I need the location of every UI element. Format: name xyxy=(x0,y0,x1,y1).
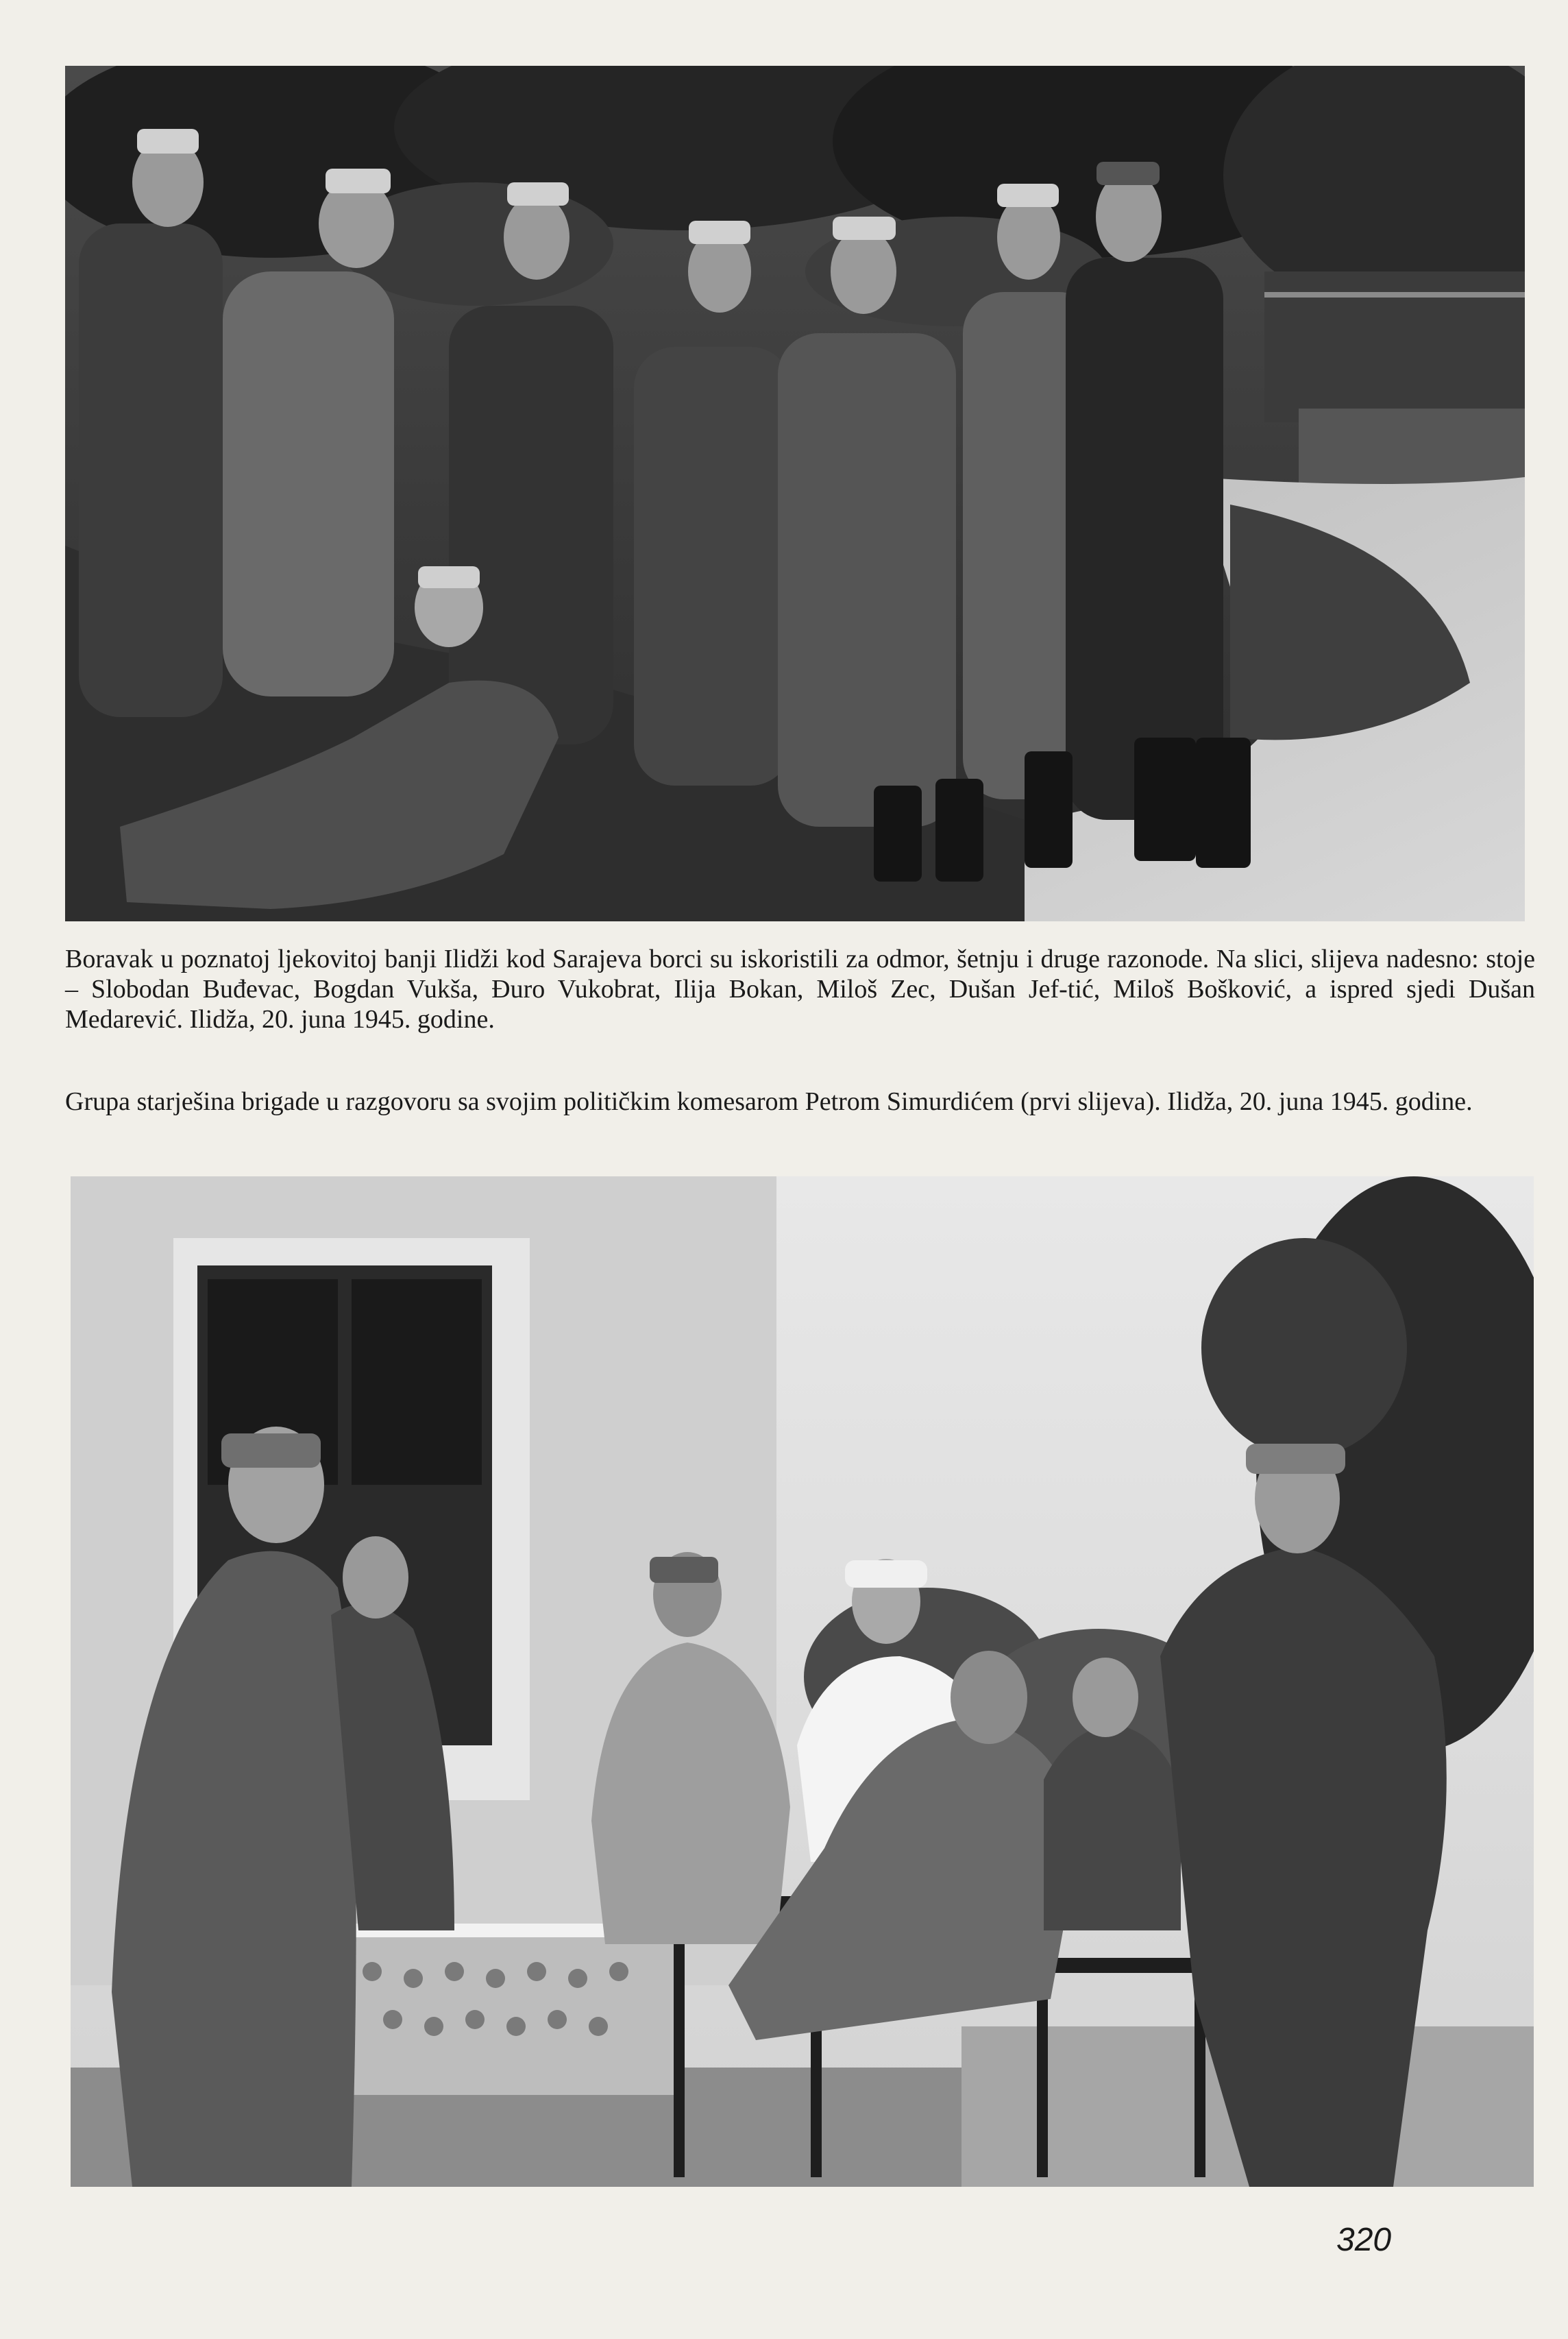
photo-group-soldiers-ilidza xyxy=(65,66,1525,921)
photo-officers-at-table xyxy=(71,1176,1534,2187)
photo-caption-bottom: Grupa starješina brigade u razgovoru sa svojim političkim komesarom Petrom Simurdićem (prvi slijeva). Ilidža, 20. juna 1945. godine. xyxy=(65,1087,1473,1116)
photo-top-graphic xyxy=(65,66,1525,921)
photo-bottom-graphic xyxy=(71,1176,1534,2187)
photo-caption-top: Boravak u poznatoj ljekovitoj banji Ilidži kod Sarajeva borci su iskoristili za odmor, šetnju i druge razonode. Na slici, slijeva nadesno: stoje – Slobodan Buđevac, Bogdan Vukša, Đuro Vukobrat, Ilija Bokan, Miloš Zec, Dušan Jef-tić, Miloš Bošković, a ispred sjedi Dušan Medarević. Ilidža, 20. juna 1945. godine. xyxy=(65,945,1535,1034)
page-number: 320 xyxy=(1336,2222,1392,2258)
